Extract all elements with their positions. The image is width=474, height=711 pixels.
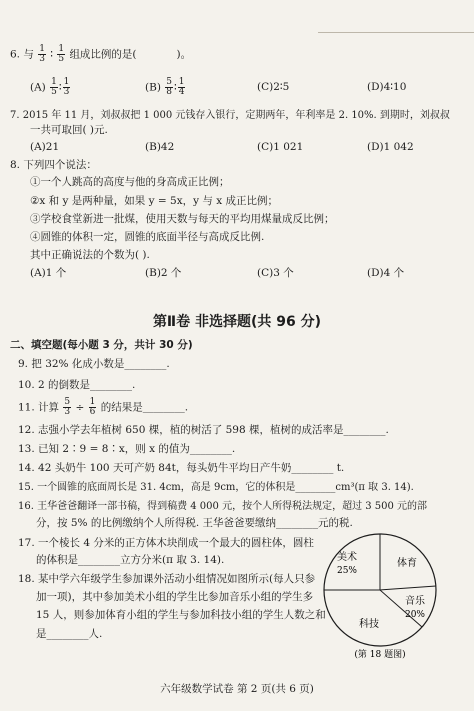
slice-label-art: 美术 (337, 552, 357, 563)
q18-line3: 15 人，则参加体育小组的学生与参加科技小组的学生人数之和 (36, 609, 326, 621)
slice-label-music: 音乐 (405, 596, 425, 607)
pie-divider-right (380, 586, 436, 590)
q14: 14. 42 头奶牛 100 天可产奶 84t，每头奶牛平均日产牛奶________ t. (18, 462, 345, 474)
slice-value-music: 20% (404, 610, 426, 620)
q18-line2: 加一项)，其中参加美术小组的学生比参加音乐小组的学生多 (36, 591, 314, 603)
q6-fraction-a: $\frac{1}{3}$ (39, 44, 45, 64)
q17-line1: 17. 一个棱长 4 分米的正方体木块削成一个最大的圆柱体，圆柱 (18, 537, 314, 549)
page-footer: 六年级数学试卷 第 2 页(共 6 页) (160, 683, 314, 695)
slice-label-technology: 科技 (359, 619, 379, 630)
q8-option-a: (A)1 个 (30, 267, 67, 279)
q13: 13. 已知 2∶9 = 8∶x，则 x 的值为________. (18, 443, 236, 455)
q15: 15. 一个圆锥的底面周长是 31. 4cm，高是 9cm，它的体积是________cm³(π 取 3. 14). (18, 482, 414, 493)
q6-stem: 6. 与 $\frac{1}{3}$ ∶ $\frac{1}{5}$ 组成比例的是( )。 (10, 44, 192, 64)
q7-stem-line2: 一共可取回( )元. (30, 124, 108, 136)
q7-option-a: (A)21 (30, 141, 60, 153)
slice-value-art: 25% (336, 566, 358, 576)
q18-line1: 18. 某中学六年级学生参加课外活动小组情况如图所示(每人只参 (18, 573, 316, 585)
q6-option-d: (D)4∶10 (367, 81, 407, 93)
q8-option-d: (D)4 个 (367, 267, 405, 279)
q7-option-d: (D)1 042 (367, 141, 414, 153)
slice-label-sports: 体育 (397, 558, 417, 569)
q8-option-b: (B)2 个 (145, 267, 182, 279)
q6-fraction-b: $\frac{1}{5}$ (58, 44, 65, 64)
q18-line4: 是________人. (36, 628, 103, 640)
q9: 9. 把 32% 化成小数是________. (18, 358, 170, 370)
q8-option-c: (C)3 个 (257, 267, 294, 279)
q16-line1: 16. 王华爸爸翻译一部书稿，得到稿费 4 000 元，按个人所得税法规定，超过 3 500 元的部 (18, 501, 428, 512)
q8-statement-3: ③学校食堂新进一批煤，使用天数与每天的平均用煤量成反比例； (30, 213, 335, 225)
q8-statement-1: ①一个人跳高的高度与他的身高成正比例； (30, 176, 230, 188)
q8-stem: 8. 下列四个说法： (10, 159, 97, 171)
q10: 10. 2 的倒数是________. (18, 379, 136, 391)
q8-statement-4: ④圆锥的体积一定，圆锥的底面半径与高成反比例. (30, 231, 265, 243)
q16-line2: 分，按 5% 的比例缴纳个人所得税. 王华爸爸要缴纳________元的税. (36, 517, 353, 529)
header-rule (318, 32, 474, 33)
section-title: 第Ⅱ卷 非选择题(共 96 分) (152, 314, 322, 330)
q8-statement-2: ②x 和 y 是两种量，如果 y = 5x，y 与 x 成正比例； (30, 195, 278, 207)
q6-option-a: (A) $\frac{1}{5}$ ∶ $\frac{1}{3}$ (30, 77, 70, 97)
q12: 12. 志强小学去年植树 650 棵，植的树活了 598 棵，植树的成活率是________. (18, 424, 389, 436)
chart-caption: (第 18 题图) (354, 650, 406, 660)
q6-option-c: (C)2∶5 (257, 81, 290, 93)
q6-option-b: (B) $\frac{5}{8}$ ∶ $\frac{1}{4}$ (145, 77, 185, 97)
q8-question: 其中正确说法的个数为( ). (30, 249, 150, 261)
q18-pie-chart (305, 530, 455, 660)
q7-stem-line1: 7. 2015 年 11 月，刘叔叔把 1 000 元钱存入银行，定期两年，年利率是 2. 10%. 到期时，刘叔叔 (10, 110, 450, 121)
q7-option-c: (C)1 021 (257, 141, 304, 153)
q17-line2: 的体积是________立方分米(π 取 3. 14). (36, 554, 225, 566)
q7-option-b: (B)42 (145, 141, 175, 153)
q11: 11. 计算 $\frac{5}{3}$ ÷ $\frac{1}{6}$ 的结果是________. (18, 397, 189, 417)
part2-heading: 二、填空题(每小题 3 分，共计 30 分) (10, 339, 193, 351)
